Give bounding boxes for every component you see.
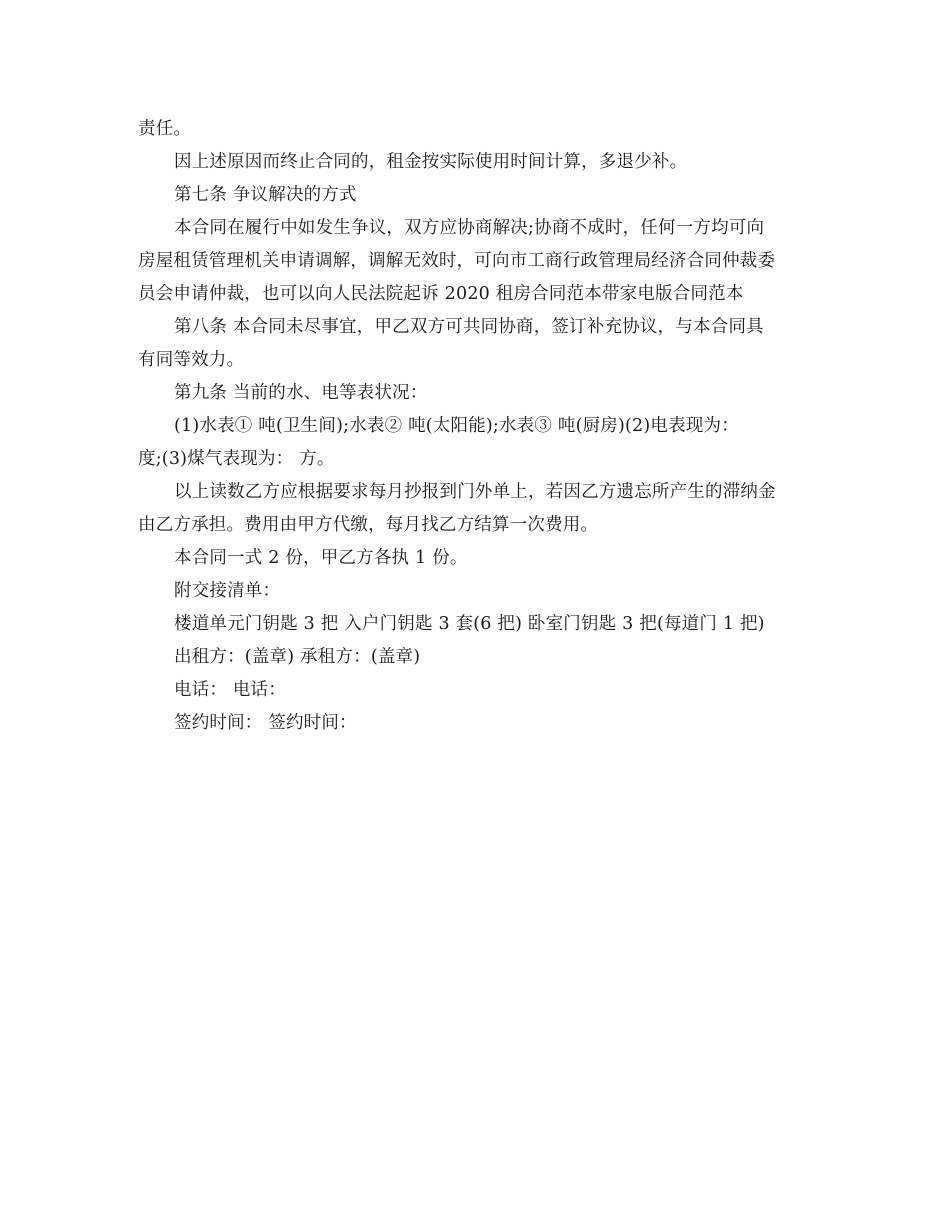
section-heading: [138, 179, 814, 212]
section-heading: [138, 311, 814, 377]
text-line-continuation: 由乙方承担。费用由甲方代缴，每月找乙方结算一次费用。: [138, 515, 599, 535]
text-line-continuation: 度;(3)煤气表现为： 方。: [138, 449, 335, 469]
document-body: [138, 113, 814, 740]
paragraph: [138, 113, 814, 146]
text-line: 第七条 争议解决的方式: [174, 185, 357, 205]
text-line: 电话： 电话：: [174, 680, 286, 700]
signature-line: [138, 641, 814, 674]
paragraph: [138, 476, 814, 542]
text-line: 责任。: [138, 119, 192, 139]
paragraph: [138, 146, 814, 179]
paragraph: [138, 575, 814, 608]
text-line: 第八条 本合同未尽事宜，甲乙双方可共同协商，签订补充协议，与本合同具: [174, 317, 764, 337]
paragraph: [138, 542, 814, 575]
text-line: 签约时间： 签约时间：: [174, 713, 357, 733]
text-line: 楼道单元门钥匙 3 把 入户门钥匙 3 套(6 把) 卧室门钥匙 3 把(每道门 1 把): [174, 614, 765, 634]
text-line: 第九条 当前的水、电等表状况：: [174, 383, 428, 403]
signature-line: [138, 674, 814, 707]
text-line: 以上读数乙方应根据要求每月抄报到门外单上，若因乙方遗忘所产生的滞纳金: [174, 482, 776, 502]
text-line: 本合同一式 2 份，甲乙方各执 1 份。: [174, 548, 468, 568]
text-line: 因上述原因而终止合同的，租金按实际使用时间计算，多退少补。: [174, 152, 688, 172]
signature-line: [138, 707, 814, 740]
text-line: 本合同在履行中如发生争议，双方应协商解决;协商不成时，任何一方均可向: [174, 218, 765, 238]
paragraph: [138, 410, 814, 476]
text-line: (1)水表① 吨(卫生间);水表② 吨(太阳能);水表③ 吨(厨房)(2)电表现为：: [174, 416, 739, 436]
paragraph: [138, 212, 814, 311]
text-line-continuation: 房屋租赁管理机关申请调解，调解无效时，可向市工商行政管理局经济合同仲裁委: [138, 251, 776, 271]
text-line: 附交接清单：: [174, 581, 281, 601]
paragraph: [138, 608, 814, 641]
text-line-continuation: 员会申请仲裁，也可以向人民法院起诉 2020 租房合同范本带家电版合同范本: [138, 284, 744, 304]
section-heading: [138, 377, 814, 410]
text-line: 出租方：(盖章) 承租方：(盖章): [174, 647, 421, 667]
text-line-continuation: 有同等效力。: [138, 350, 245, 370]
